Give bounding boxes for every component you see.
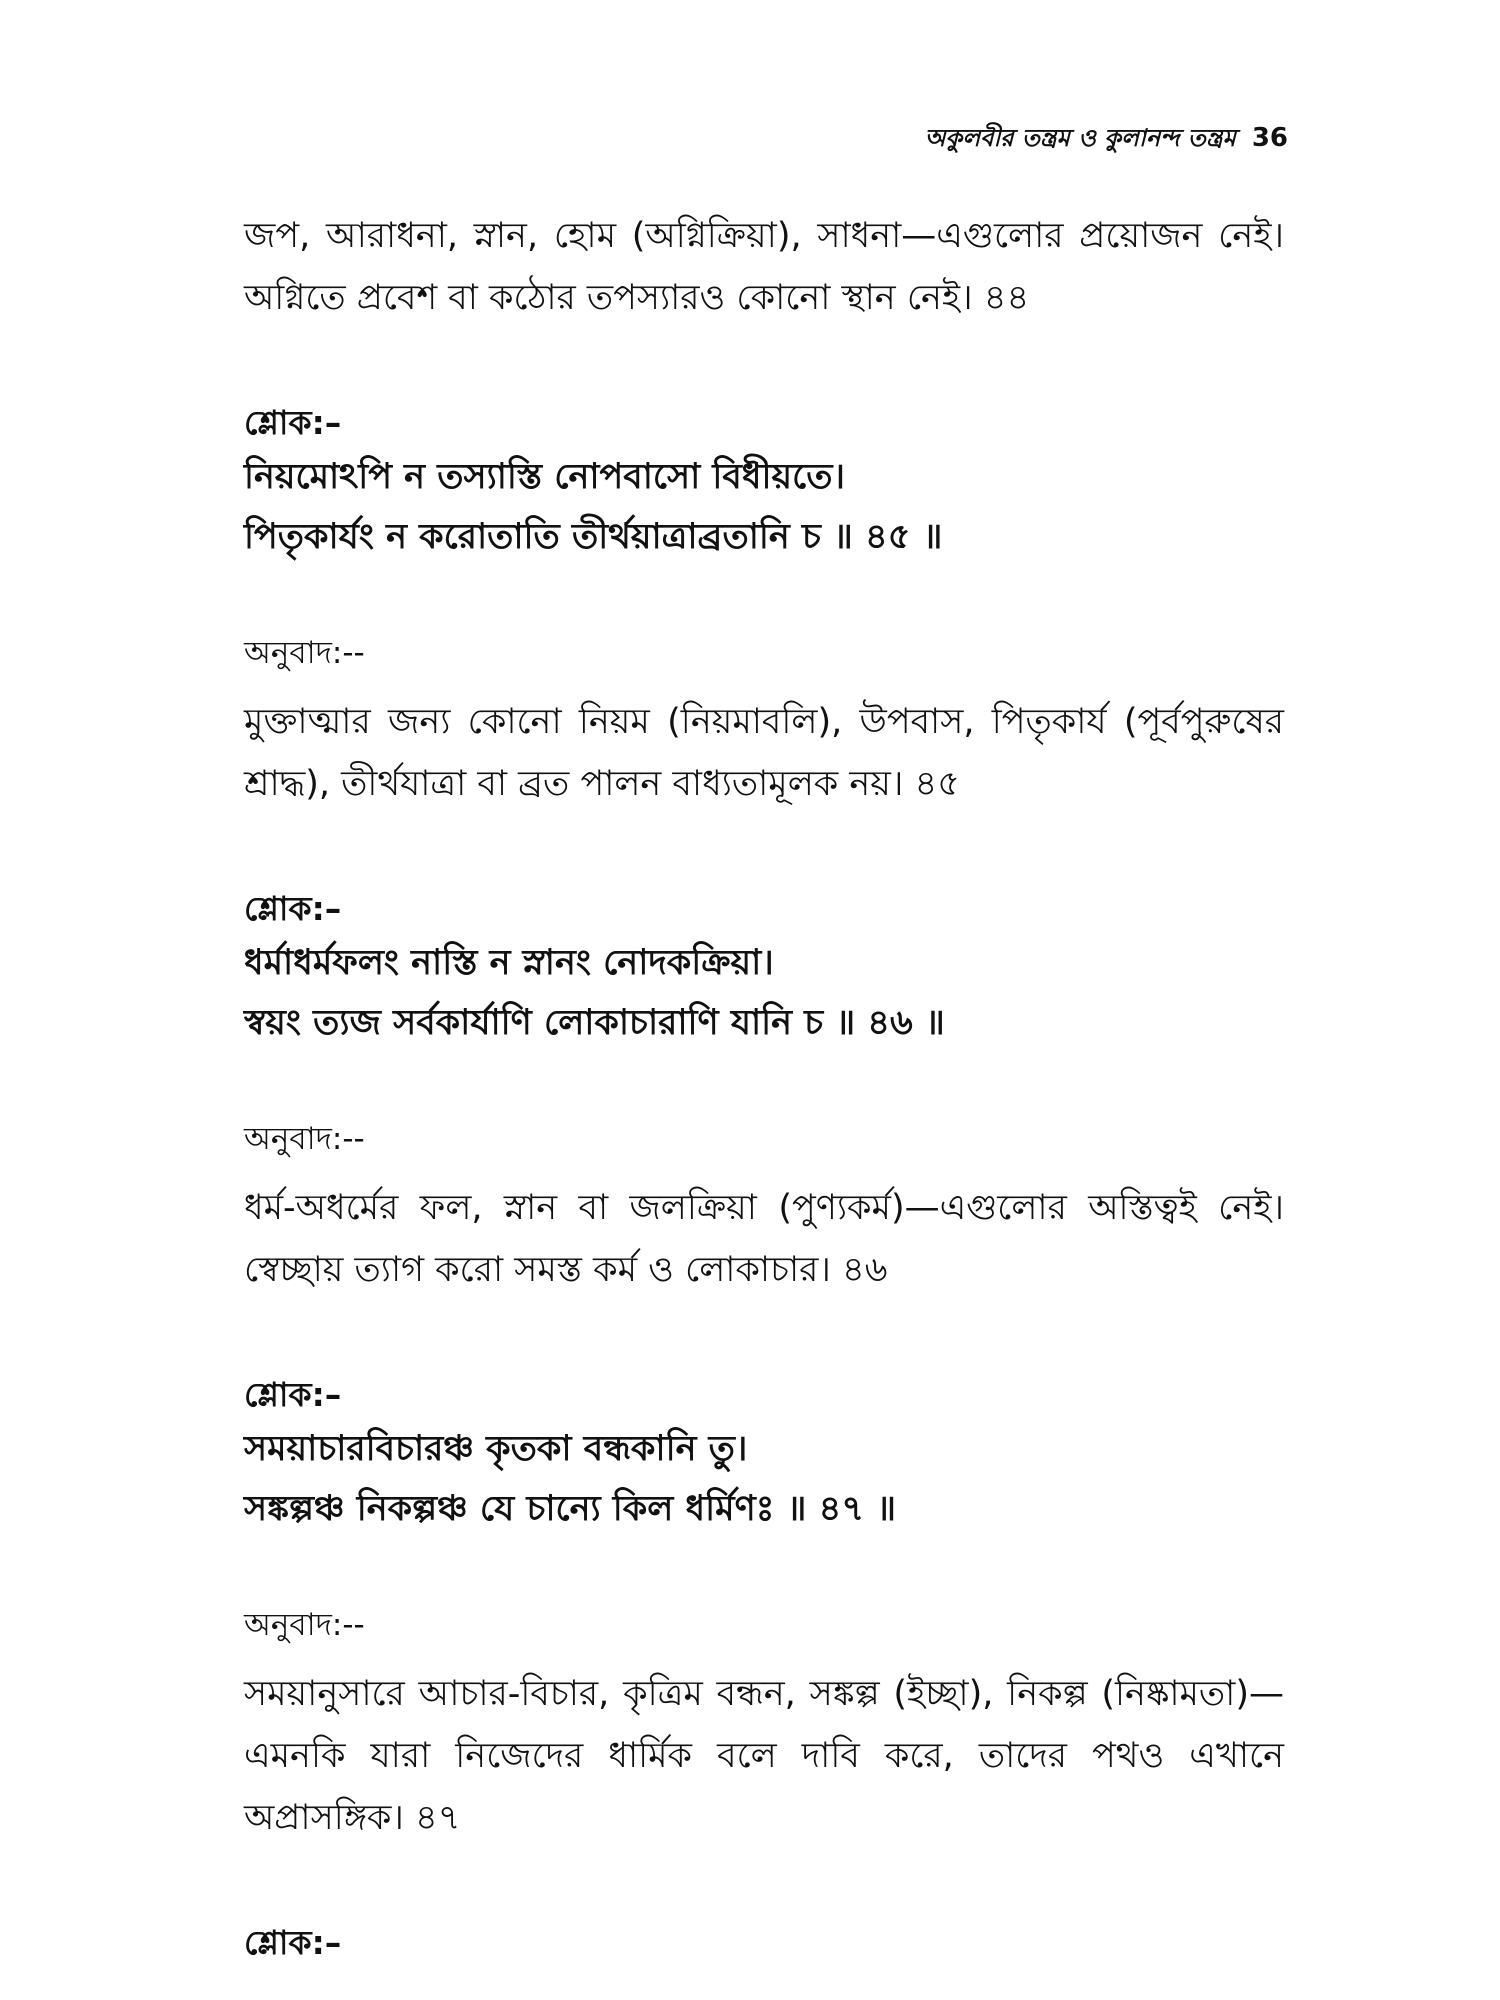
page-body (244, 205, 1284, 1967)
verse-line: ধর্মাধর্মফলং নাস্তি ন স্নানং নোদকক্রিয়া। (244, 943, 774, 983)
translation-label: অনুবাদ:-- (244, 1607, 365, 1643)
page-number: 36 (1251, 123, 1288, 153)
translation-paragraph: মুক্তাত্মার জন্য কোনো নিয়ম (নিয়মাবলি), উপবাস, পিতৃকার্য (পূর্বপুরুষের শ্রাদ্ধ), তীর্থযাত্রা বা ব্রত পালন বাধ্যতামূলক নয়। ৪৫ (244, 702, 1284, 804)
translation-paragraph: সময়ানুসারে আচার-বিচার, কৃত্রিম বন্ধন, সঙ্কল্প (ইচ্ছা), নিকল্প (নিষ্কামতা)—এমনকি যারা নিজেদের ধার্মিক বলে দাবি করে, তাদের পথও এখানে অপ্রাসঙ্গিক। ৪৭ (244, 1674, 1284, 1838)
intro-paragraph: জপ, আরাধনা, স্নান, হোম (অগ্নিক্রিয়া), সাধনা—এগুলোর প্রয়োজন নেই। অগ্নিতে প্রবেশ বা কঠোর তপস্যারও কোনো স্থান নেই। ৪৪ (244, 216, 1284, 318)
translation-paragraph: ধর্ম-অধর্মের ফল, স্নান বা জলক্রিয়া (পুণ্যকর্ম)—এগুলোর অস্তিত্বই নেই। স্বেচ্ছায় ত্যাগ করো সমস্ত কর্ম ও লোকাচার। ৪৬ (244, 1188, 1284, 1290)
verse-section (244, 399, 1284, 815)
shloka-label: শ্লোক:– (244, 1375, 342, 1414)
verse-section (244, 1371, 1284, 1849)
trailing-shloka-label: শ্লোক:– (244, 1923, 342, 1962)
translation-label: অনুবাদ:-- (244, 635, 365, 671)
verse-line: নিয়মোঽপি ন তস্যাস্তি নোপবাসো বিধীয়তে। (244, 457, 846, 497)
running-title: অকুলবীর তন্ত্রম ও কুলানন্দ তন্ত্রম (924, 124, 1236, 152)
verse-line: স্বয়ং ত্যজ সর্বকার্যাণি লোকাচারাণি যানি চ ॥ ৪৬ ॥ (244, 1003, 945, 1043)
verse-line: সঙ্কল্পঞ্চ নিকল্পঞ্চ যে চান্যে কিল ধর্মিণঃ ॥ ৪৭ ॥ (244, 1489, 897, 1529)
shloka-label: শ্লোক:– (244, 403, 342, 442)
verse-line: সময়াচারবিচারঞ্চ কৃতকা বন্ধকানি তু। (244, 1429, 748, 1469)
shloka-label: শ্লোক:– (244, 889, 342, 928)
translation-label: অনুবাদ:-- (244, 1121, 365, 1157)
verse-line: পিতৃকার্যং ন করোতাতি তীর্থয়াত্রাব্রতানি চ ॥ ৪৫ ॥ (244, 517, 943, 557)
running-header (925, 120, 1288, 160)
verse-section (244, 885, 1284, 1301)
